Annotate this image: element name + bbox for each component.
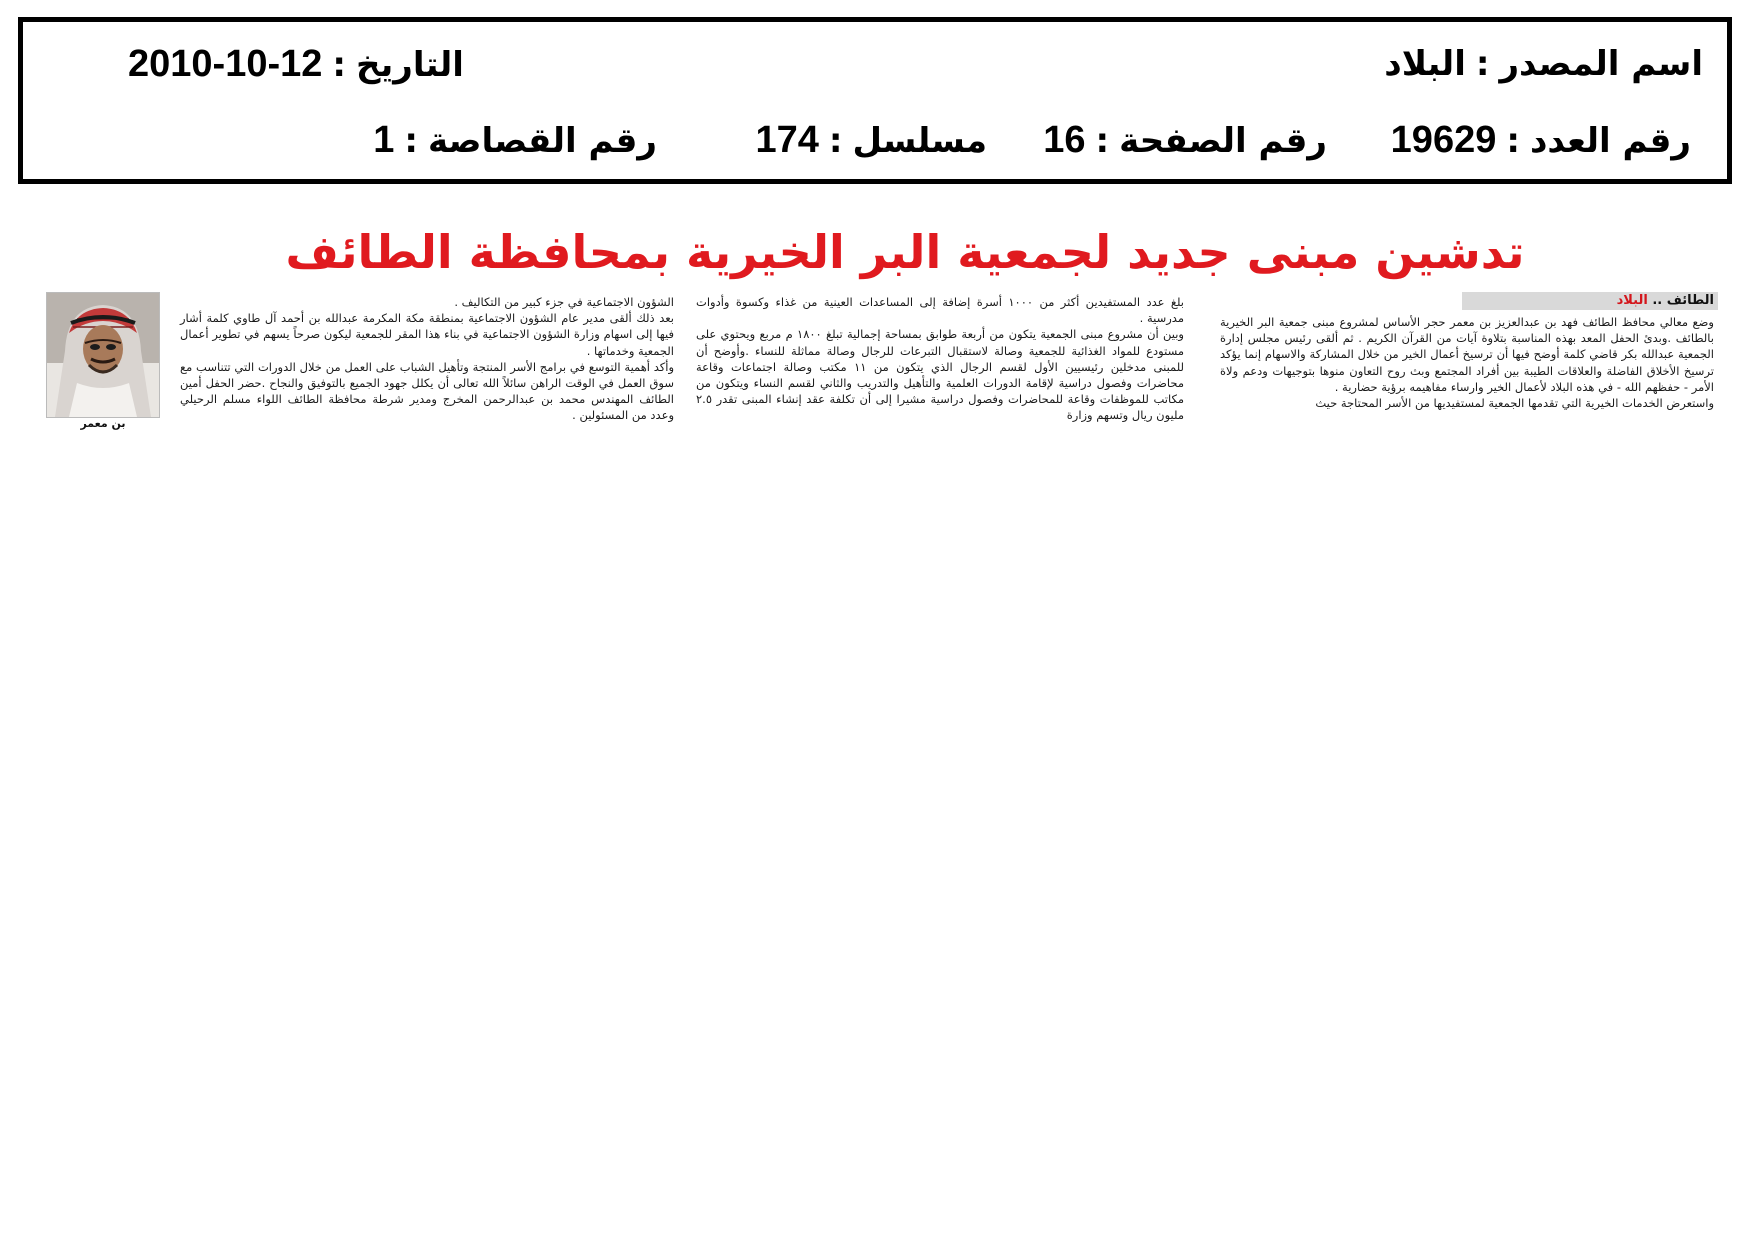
article-column-3 — [180, 294, 674, 424]
byline-place: الطائف .. — [1652, 293, 1714, 308]
article-headline: تدشين مبنى جديد لجمعية البر الخيرية بمحافظة الطائف — [285, 225, 1525, 279]
byline-source: البلاد — [1616, 293, 1648, 308]
serial-label: مسلسل — [852, 121, 987, 161]
clip-number-field — [373, 120, 657, 161]
column-1-paragraph-1: وضع معالي محافظ الطائف فهد بن عبدالعزيز بن معمر حجر الأساس لمشروع مبنى جمعية البر الخيرية بالطائف .وبدئ الحفل المعد بهذه المناسبة بتلاوة آيات من القرآن الكريم . ثم ألقى رئيس مجلس إدارة الجمعية عبدالله بكر قاضي كلمة أوضح فيها أن ترسيخ أعمال الخير من خلال المشاركة والاسهام إنما يؤكد ترسيخ الأخلاق الفاضلة والعلاقات الطيبة بين أفراد المجتمع وبث روح التعاون منوها بتوجيهات ودعم ولاة الأمر - حفظهم الله - في هذه البلاد لأعمال الخير وارساء مفاهيمه برؤية حضارية . — [1220, 315, 1714, 394]
date-label: التاريخ — [356, 45, 464, 85]
page-separator: : — [1095, 121, 1110, 161]
clip-number-separator: : — [404, 121, 419, 161]
clipping-metadata-box — [18, 17, 1732, 184]
source-separator: : — [1475, 44, 1490, 84]
newspaper-clipping — [40, 218, 1724, 432]
source-value: البلاد — [1384, 44, 1466, 84]
serial-value: 174 — [755, 119, 819, 161]
article-byline — [1617, 291, 1714, 311]
issue-label: رقم العدد — [1529, 121, 1691, 161]
date-field — [128, 44, 464, 85]
clip-number-value: 1 — [373, 119, 395, 161]
column-1-paragraph-2: واستعرض الخدمات الخيرية التي تقدمها الجمعية لمستفيديها من الأسر المحتاجة حيث — [1315, 396, 1714, 411]
clip-number-label: رقم القصاصة — [428, 121, 657, 161]
date-value: 2010-10-12 — [128, 43, 323, 85]
column-3-paragraph-1: الشؤون الاجتماعية في جزء كبير من التكاليف . — [454, 295, 674, 309]
column-3-paragraph-2: بعد ذلك ألقى مدير عام الشؤون الاجتماعية بمنطقة مكة المكرمة عبدالله بن أحمد آل طاوي كلمة أشار فيها إلى اسهام وزارة الشؤون الاجتماعية في بناء هذا المقر للجمعية ليكون صرحاً يسهم في تطوير أعمال الجمعية وخدماتها . — [180, 311, 674, 358]
issue-value: 19629 — [1390, 119, 1497, 161]
page-value: 16 — [1043, 119, 1086, 161]
column-3-paragraph-3: وأكد أهمية التوسع في برامج الأسر المنتجة وتأهيل الشباب على العمل من خلال الدورات التي تتناسب مع سوق العمل في الوقت الراهن سائلاً الله تعالى أن يكلل جهود الجميع بالتوفيق والنجاح .حضر الحفل أمين الطائف المهندس محمد بن عبدالرحمن المخرج ومدير شرطة محافظة الطائف اللواء مسلم الرحيلي وعدد من المسئولين . — [180, 359, 674, 423]
column-2-paragraph-1: بلغ عدد المستفيدين أكثر من ١٠٠٠ أسرة إضافة إلى المساعدات العينية من غذاء وكسوة وأدوات مدرسية . — [696, 295, 1184, 326]
article-column-1 — [1220, 314, 1714, 411]
portrait-photo — [46, 292, 160, 418]
source-field — [1384, 44, 1703, 84]
column-2-paragraph-2: وبين أن مشروع مبنى الجمعية يتكون من أربعة طوابق بمساحة إجمالية تبلغ ١٨٠٠ م مربع ويحتوي على مستودع للمواد الغذائية للجمعية وصالة لاستقبال التبرعات للرجال وصالة مماثلة للنساء .وأوضح أن للمبنى مدخلين رئيسيين الأول لقسم الرجال الذي يتكون من ١١ مكتب وصالة اجتماعات وقاعة محاضرات وفصول دراسية لإقامة الدورات العلمية والتأهيل والتدريب والثاني لقسم النساء ويتكون من مكاتب للموظفات وقاعة للمحاضرات وفصول دراسية مشيرا إلى أن تكلفة عقد إنشاء المبنى تقدر ٢.٥ مليون ريال وتسهم وزارة — [696, 327, 1185, 423]
date-separator: : — [332, 45, 346, 85]
photo-caption: بن معمر — [80, 417, 126, 430]
serial-separator: : — [828, 121, 843, 161]
page-field — [1043, 120, 1327, 161]
article-column-2 — [696, 294, 1184, 424]
issue-field — [1391, 120, 1691, 161]
page-label: رقم الصفحة — [1119, 121, 1327, 161]
issue-separator: : — [1506, 121, 1520, 161]
serial-field — [756, 120, 988, 161]
portrait-photo-icon — [47, 293, 159, 417]
source-label: اسم المصدر — [1499, 44, 1703, 84]
